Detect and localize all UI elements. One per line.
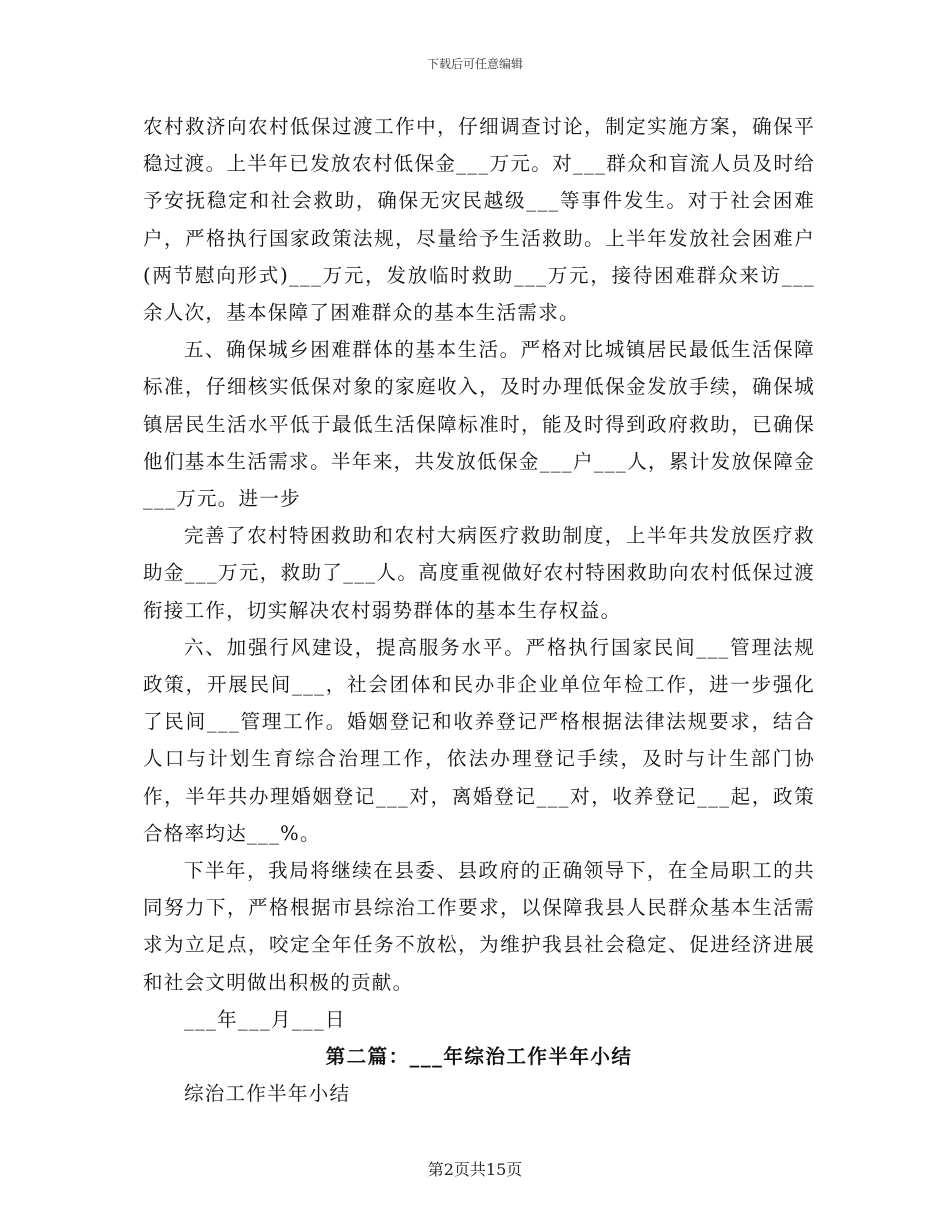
paragraph-section-five: 五、确保城乡困难群体的基本生活。严格对比城镇居民最低生活保障标准，仔细核实低保对象的家庭收入，及时办理低保金发放手续，确保城镇居民生活水平低于最低生活保障标准时，能及时得到政府救助，已确保他们基本生活需求。半年来，共发放低保金___户___人，累计发放保障金___万元。进一步 <box>143 338 815 511</box>
section-title: 第二篇：___年综治工作半年小结 <box>325 1045 633 1069</box>
paragraph-section-six: 六、加强行风建设，提高服务水平。严格执行国家民间___管理法规政策，开展民间___，社会团体和民办非企业单位年检工作，进一步强化了民间___管理工作。婚姻登记和收养登记严格根据法律法规要求，结合人口与计划生育综合治理工作，依法办理登记手续，及时与计生部门协作，半年共办理婚姻登记___对，离婚登记___对，收养登记___起，政策合格率均达___%。 <box>143 635 815 845</box>
document-body <box>143 108 815 1112</box>
section-subtitle: 综治工作半年小结 <box>183 1082 351 1106</box>
page-footer: 第2页共15页 <box>427 1160 523 1179</box>
paragraph-rural-relief: 农村救济向农村低保过渡工作中，仔细调查讨论，制定实施方案，确保平稳过渡。上半年已发放农村低保金___万元。对___群众和盲流人员及时给予安抚稳定和社会救助，确保无灾民越级___等事件发生。对于社会困难户，严格执行国家政策法规，尽量给予生活救助。上半年发放社会困难户(两节慰向形式)___万元，发放临时救助___万元，接待困难群众来访___余人次，基本保障了困难群众的基本生活需求。 <box>143 115 815 325</box>
paragraph-second-half: 下半年，我局将继续在县委、县政府的正确领导下，在全局职工的共同努力下，严格根据市县综治工作要求，以保障我县人民群众基本生活需求为立足点，咬定全年任务不放松，为维护我县社会稳定、促进经济进展和社会文明做出积极的贡献。 <box>143 859 815 994</box>
paragraph-medical-relief: 完善了农村特困救助和农村大病医疗救助制度，上半年共发放医疗救助金___万元，救助了___人。高度重视做好农村特困救助向农村低保过渡衔接工作，切实解决农村弱势群体的基本生存权益。 <box>143 524 815 622</box>
date-line: ___年___月___日 <box>183 1007 346 1031</box>
page-header: 下载后可任意编辑 <box>426 57 523 71</box>
